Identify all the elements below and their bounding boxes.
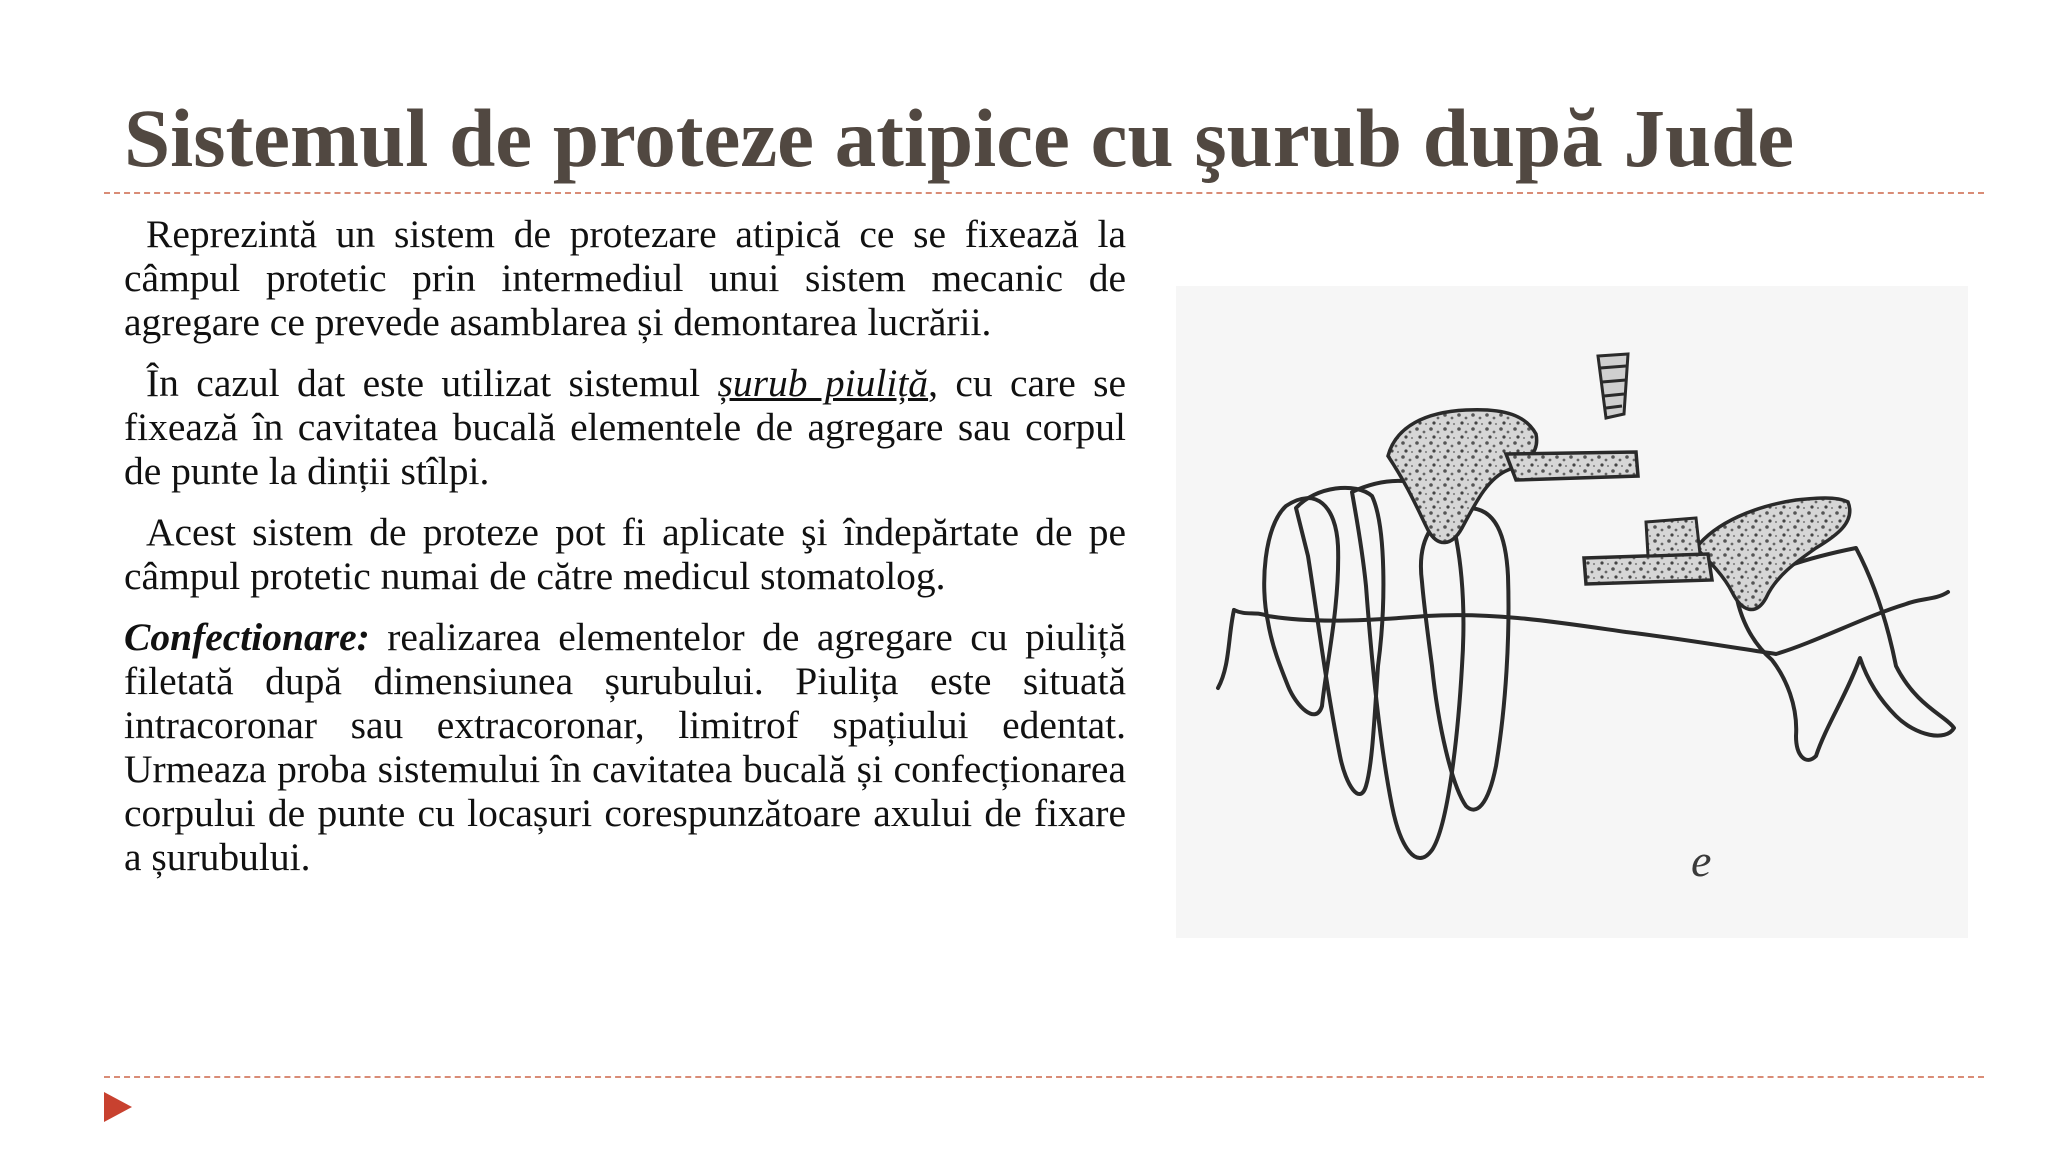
paragraph-removal: Acest sistem de proteze pot fi aplicate şi îndepărtate de pe câmpul protetic numai de către medicul stomatolog. bbox=[124, 510, 1126, 598]
bottom-divider bbox=[104, 1076, 1984, 1078]
paragraph-description: Reprezintă un sistem de protezare atipică ce se fixează la câmpul protetic prin intermediul unui sistem mecanic de agregare ce prevede asamblarea și demontarea lucrării. bbox=[124, 212, 1126, 344]
manufacturing-lead: Confectionare: bbox=[124, 615, 370, 659]
top-divider bbox=[104, 192, 1984, 194]
paragraph-2-start: În cazul dat este utilizat sistemul bbox=[146, 361, 718, 405]
paragraph-manufacturing bbox=[124, 615, 1126, 879]
manufacturing-text: realizarea elementelor de agregare cu piuliță filetată după dimensiunea șurubului. Piulița este situată intracoronar sau extracoronar, limitrof spațiului edentat. Urmeaza proba sistemului în cavitatea bucală și confecționarea corpului de punte cu locașuri corespunzătoare axului de fixare a șurubului. bbox=[124, 615, 1126, 879]
paragraph-2-end: , cu care se fixează în cavitatea bucală elementele de agregare sau corpul de punte la dinții stîlpi. bbox=[124, 361, 1127, 493]
term-screw-nut: șurub piuliță bbox=[717, 361, 929, 405]
slide-title: Sistemul de proteze atipice cu şurub după Jude bbox=[124, 92, 1795, 184]
paragraph-screw-system bbox=[124, 361, 1126, 493]
dental-prosthesis-illustration bbox=[1176, 286, 1968, 938]
body-text bbox=[124, 212, 1126, 896]
play-triangle-icon bbox=[104, 1092, 132, 1122]
figure-label: e bbox=[1691, 835, 1712, 886]
